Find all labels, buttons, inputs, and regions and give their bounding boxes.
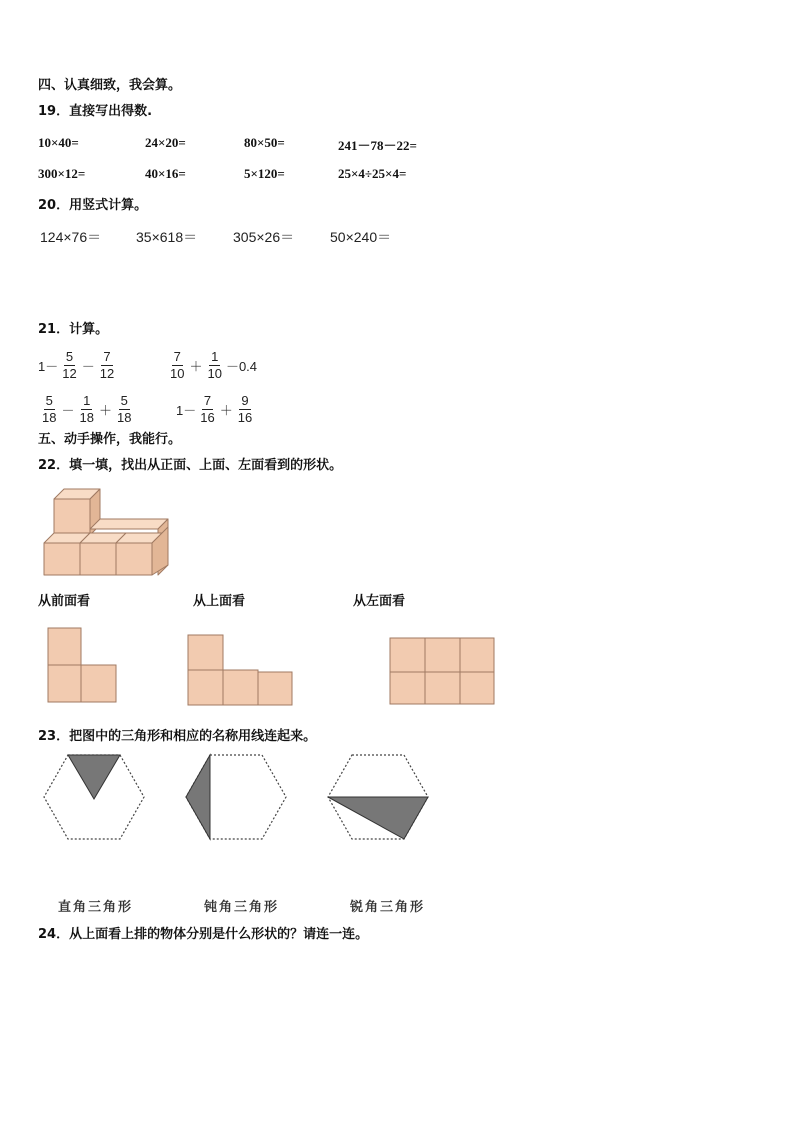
numerator: 9 (241, 392, 249, 408)
denominator: 12 (99, 365, 115, 381)
q19-item-5: 300×12= (38, 166, 86, 181)
fraction (205, 349, 223, 382)
operator: ＋ (189, 358, 203, 374)
fraction (60, 349, 78, 382)
q21-expression-4 (176, 391, 256, 427)
q20-item-3: 305×26＝ (233, 229, 295, 245)
view-label-front: 从前面看 (38, 594, 91, 609)
numerator: 7 (173, 348, 181, 364)
q19-item-4: 241－78－22= (338, 138, 417, 153)
triangle-name-right: 直角三角形 (58, 900, 134, 915)
numerator: 5 (65, 348, 74, 364)
fraction (198, 393, 216, 426)
fraction (98, 349, 116, 382)
fraction (168, 349, 186, 382)
denominator: 18 (79, 409, 94, 425)
hexagon-figure-3 (326, 751, 432, 843)
triangle-name-acute: 锐角三角形 (350, 900, 426, 915)
view-label-left: 从左面看 (353, 594, 406, 609)
denominator: 18 (116, 409, 132, 425)
operator: ＋ (219, 402, 233, 418)
operator: ＋ (98, 402, 112, 418)
operator: － (61, 402, 75, 418)
q24-title: 24．从上面看上排的物体分别是什么形状的？请连一连。 (38, 927, 369, 942)
denominator: 18 (42, 409, 57, 425)
operator: － (81, 358, 95, 374)
numerator: 1 (83, 392, 91, 408)
fraction (115, 393, 133, 426)
q23-title: 23．把图中的三角形和相应的名称用线连起来。 (38, 729, 317, 744)
section-five-title: 五、动手操作，我能行。 (38, 432, 182, 447)
q19-item-1: 10×40= (38, 135, 79, 150)
fraction (236, 393, 254, 426)
denominator: 10 (170, 365, 185, 381)
q21-e1-lead: 1－ (38, 358, 59, 374)
numerator: 7 (103, 348, 111, 364)
hexagon-figure-1 (42, 751, 148, 843)
numerator: 5 (45, 392, 53, 408)
q21-expression-2 (166, 347, 257, 383)
denominator: 10 (207, 365, 222, 381)
shaded-triangle (68, 755, 120, 799)
cube-stack-illustration (40, 485, 174, 579)
fraction (40, 393, 58, 426)
q21-expression-1 (38, 347, 118, 383)
q19-title: 19．直接写出得数. (38, 104, 153, 119)
left-view-shape (388, 636, 498, 708)
denominator: 12 (62, 365, 77, 381)
q20-item-1: 124×76＝ (40, 229, 102, 245)
view-label-top: 从上面看 (193, 594, 246, 609)
front-view-shape (46, 626, 120, 706)
q22-title: 22．填一填，找出从正面、上面、左面看到的形状。 (38, 458, 343, 473)
triangle-name-obtuse: 钝角三角形 (204, 900, 280, 915)
section-four-title: 四、认真细致，我会算。 (38, 78, 182, 93)
q21-title: 21．计算。 (38, 322, 109, 337)
hexagon-figure-2 (184, 751, 290, 843)
q19-item-8: 25×4÷25×4= (338, 166, 407, 181)
q20-item-2: 35×618＝ (136, 229, 198, 245)
numerator: 7 (203, 392, 212, 408)
q21-expression-3 (38, 391, 135, 427)
numerator: 5 (120, 392, 128, 408)
q19-item-2: 24×20= (145, 135, 186, 150)
q19-item-3: 80×50= (244, 135, 285, 150)
q20-title: 20．用竖式计算。 (38, 198, 148, 213)
q21-e4-lead: 1－ (176, 402, 197, 418)
denominator: 16 (200, 409, 215, 425)
q21-e2-tail: －0.4 (225, 358, 258, 374)
top-view-shape (186, 633, 296, 709)
denominator: 16 (237, 409, 253, 425)
q19-item-7: 5×120= (244, 166, 285, 181)
fraction (77, 393, 95, 426)
numerator: 1 (211, 348, 219, 364)
q20-item-4: 50×240＝ (330, 229, 392, 245)
shaded-triangle (328, 797, 428, 839)
q19-item-6: 40×16= (145, 166, 186, 181)
shaded-triangle (186, 755, 210, 839)
